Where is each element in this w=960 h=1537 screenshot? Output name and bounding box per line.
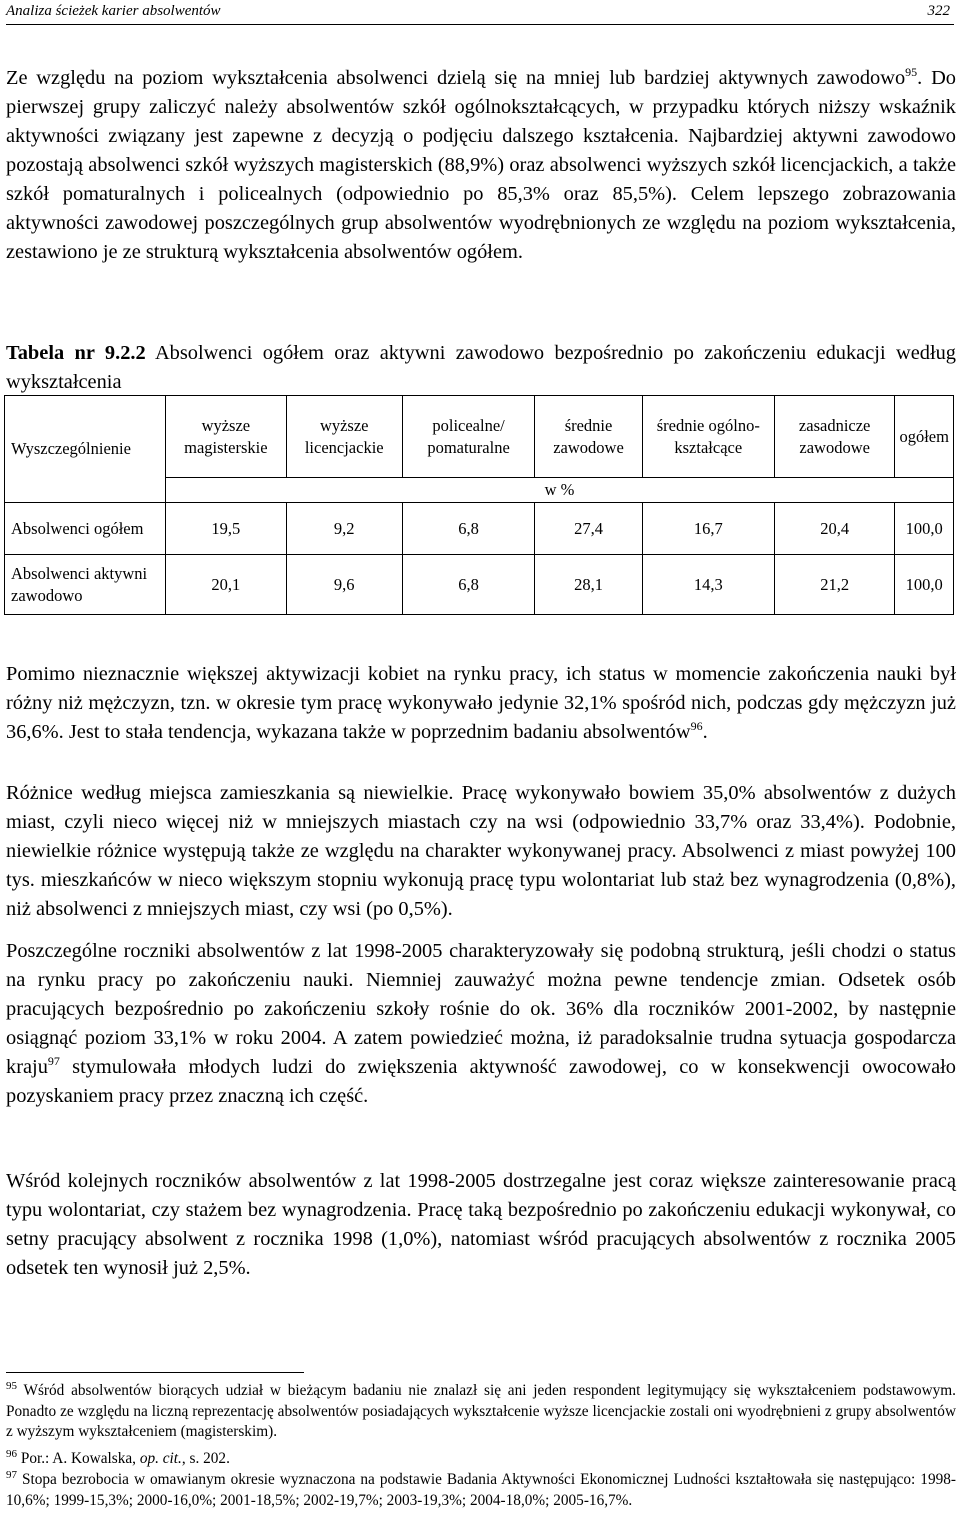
table-caption bbox=[6, 339, 956, 397]
column-header: policealne/ pomaturalne bbox=[402, 396, 535, 478]
column-header: średnie zawodowe bbox=[535, 396, 642, 478]
page-number: 322 bbox=[927, 3, 950, 19]
paragraph-text: Pomimo nieznacznie większej aktywizacji kobiet na rynku pracy, ich status w momencie zakończenia nauki był różny niż mężczyzn, tzn. w okresie tym pracę wykonywało jedynie 32,1% spośród nich, podczas gdy mężczyzn już 36,6%. Jest to stała tendencja, wykazana także w poprzednim badaniu absolwentów bbox=[6, 663, 956, 743]
paragraph-residence: Różnice według miejsca zamieszkania są niewielkie. Pracę wykonywało bowiem 35,0% absolwentów z dużych miast, czyli nieco więcej niż w mniejszych miastach czy na wsi (odpowiednio 33,7% oraz 33,4%). Podobnie, niewielkie różnice występują także ze względu na charakter wykonywanej pracy. Absolwenci z miast powyżej 100 tys. mieszkańców w nieco większym stopniu wykonują pracę typu wolontariat lub staż bez wynagrodzenia (0,8%), niż absolwenci z mniejszych miast, czy wsi (po 0,5%). bbox=[6, 782, 956, 920]
paragraph-volunteering: Wśród kolejnych roczników absolwentów z lat 1998-2005 dostrzegalne jest coraz większe zainteresowanie pracą typu wolontariat, czy stażem bez wynagrodzenia. Pracę taką bezpośrednio po zakończeniu edukacji wykonywał, co setny pracujący absolwent z rocznika 1998 (1,0%), natomiast wśród pracujących absolwentów z rocznika 2005 odsetek ten wynosił już 2,5%. bbox=[6, 1170, 956, 1279]
paragraph-text: Ze względu na poziom wykształcenia absolwenci dzielą się na mniej lub bardziej aktywnych zawodowo bbox=[6, 67, 906, 89]
row-label: Absolwenci aktywni zawodowo bbox=[5, 555, 166, 615]
paragraph-text: Poszczególne roczniki absolwentów z lat 1998-2005 charakteryzowały się podobną strukturą, jeśli chodzi o status na rynku pracy po zakończeniu nauki. Niemniej zauważyć można pewne tendencje zmian. Odsetek osób pracujących bezpośrednio po zakończeniu szkoły rośnie do ok. 36% dla roczników 2001-2002, by następnie osiągnąć poziom 33,1% w roku 2004. A zatem powiedzieć można, iż paradoksalnie trudna sytuacja gospodarcza kraju bbox=[6, 940, 956, 1078]
footnote-ref-97[interactable]: 97 bbox=[47, 1054, 60, 1069]
paragraph-text: . bbox=[702, 721, 708, 743]
table-label: Tabela nr 9.2.2 bbox=[6, 342, 146, 364]
data-table bbox=[4, 395, 954, 615]
footnote-separator bbox=[6, 1372, 304, 1373]
paragraph-text: stymulowała młodych ludzi do zwiększenia aktywność zawodowej, co w konsekwencji owocowało pozyskaniem pracy przez znaczną ich część. bbox=[6, 1056, 956, 1107]
paragraph-gender bbox=[6, 660, 956, 747]
footnote-96 bbox=[6, 1449, 956, 1470]
footnote-text: Wśród absolwentów biorących udział w bieżącym badaniu nie znalazł się ani jeden respondent legitymujący się wykształceniem podstawowym. Ponadto ze względu na liczną reprezentację absolwentów posiadających wykształcenie wyższe licencjackie zostali oni wyodrębnieni z grupy absolwentów z wyższym wykształceniem (magisterskim). bbox=[6, 1382, 956, 1440]
table-cell: 19,5 bbox=[166, 503, 287, 555]
table-cell: 14,3 bbox=[642, 555, 774, 615]
footnote-ref-95[interactable]: 95 bbox=[905, 65, 918, 80]
table-cell: 21,2 bbox=[774, 555, 895, 615]
footnote-text: , s. 202. bbox=[181, 1450, 230, 1467]
column-header: wyższe magisterskie bbox=[166, 396, 287, 478]
paragraph-education-level bbox=[6, 64, 956, 267]
table-cell: 20,4 bbox=[774, 503, 895, 555]
footnote-number: 96 bbox=[6, 1447, 17, 1460]
column-header: średnie ogólno-kształcące bbox=[642, 396, 774, 478]
table-cell: 28,1 bbox=[535, 555, 642, 615]
footnote-text: Por.: A. Kowalska, bbox=[17, 1450, 140, 1467]
paragraph-cohorts bbox=[6, 937, 956, 1111]
footnote-ref-96[interactable]: 96 bbox=[690, 719, 703, 734]
stub-header: Wyszczególnienie bbox=[5, 396, 166, 503]
footnote-95 bbox=[6, 1381, 956, 1443]
table-cell: 6,8 bbox=[402, 503, 535, 555]
table-cell: 9,6 bbox=[286, 555, 402, 615]
running-header bbox=[6, 0, 954, 25]
table-cell: 100,0 bbox=[895, 503, 954, 555]
table-cell: 100,0 bbox=[895, 555, 954, 615]
table-cell: 6,8 bbox=[402, 555, 535, 615]
running-header-title: Analiza ścieżek karier absolwentów bbox=[6, 3, 221, 19]
column-header: wyższe licencjackie bbox=[286, 396, 402, 478]
table-cell: 27,4 bbox=[535, 503, 642, 555]
unit-label: w % bbox=[166, 478, 954, 503]
table-row bbox=[5, 503, 954, 555]
table-row bbox=[5, 555, 954, 615]
row-label: Absolwenci ogółem bbox=[5, 503, 166, 555]
footnote-number: 95 bbox=[6, 1379, 17, 1392]
column-header: ogółem bbox=[895, 396, 954, 478]
footnote-number: 97 bbox=[6, 1468, 17, 1481]
table-cell: 20,1 bbox=[166, 555, 287, 615]
footnote-citation-italic: op. cit. bbox=[139, 1450, 182, 1467]
table-caption-text: Absolwenci ogółem oraz aktywni zawodowo bezpośrednio po zakończeniu edukacji według wykształcenia bbox=[6, 342, 956, 393]
footnote-97 bbox=[6, 1470, 956, 1511]
table-cell: 16,7 bbox=[642, 503, 774, 555]
footnote-text: Stopa bezrobocia w omawianym okresie wyznaczona na podstawie Badania Aktywności Ekonomicznej Ludności kształtowała się następująco: 1998-10,6%; 1999-15,3%; 2000-16,0%; 2001-18,5%; 2002-19,7%; 2003-19,3%; 2004-18,0%; 2005-16,7%. bbox=[6, 1471, 956, 1509]
paragraph-text: . Do pierwszej grupy zaliczyć należy absolwentów szkół ogólnokształcących, w przypadku których niższy wskaźnik aktywności związany jest zapewne z decyzją o podjęciu dalszego kształcenia. Najbardziej aktywni zawodowo pozostają absolwenci szkół wyższych magisterskich (88,9%) oraz absolwenci wyższych szkół licencjackich, a także szkół pomaturalnych i policealnych (odpowiednio po 85,3% oraz 85,5%). Celem lepszego zobrazowania aktywności zawodowej poszczególnych grup absolwentów wyodrębnionych ze względu na poziom wykształcenia, zestawiono je ze strukturą wykształcenia absolwentów ogółem. bbox=[6, 67, 956, 263]
column-header: zasadnicze zawodowe bbox=[774, 396, 895, 478]
table-cell: 9,2 bbox=[286, 503, 402, 555]
